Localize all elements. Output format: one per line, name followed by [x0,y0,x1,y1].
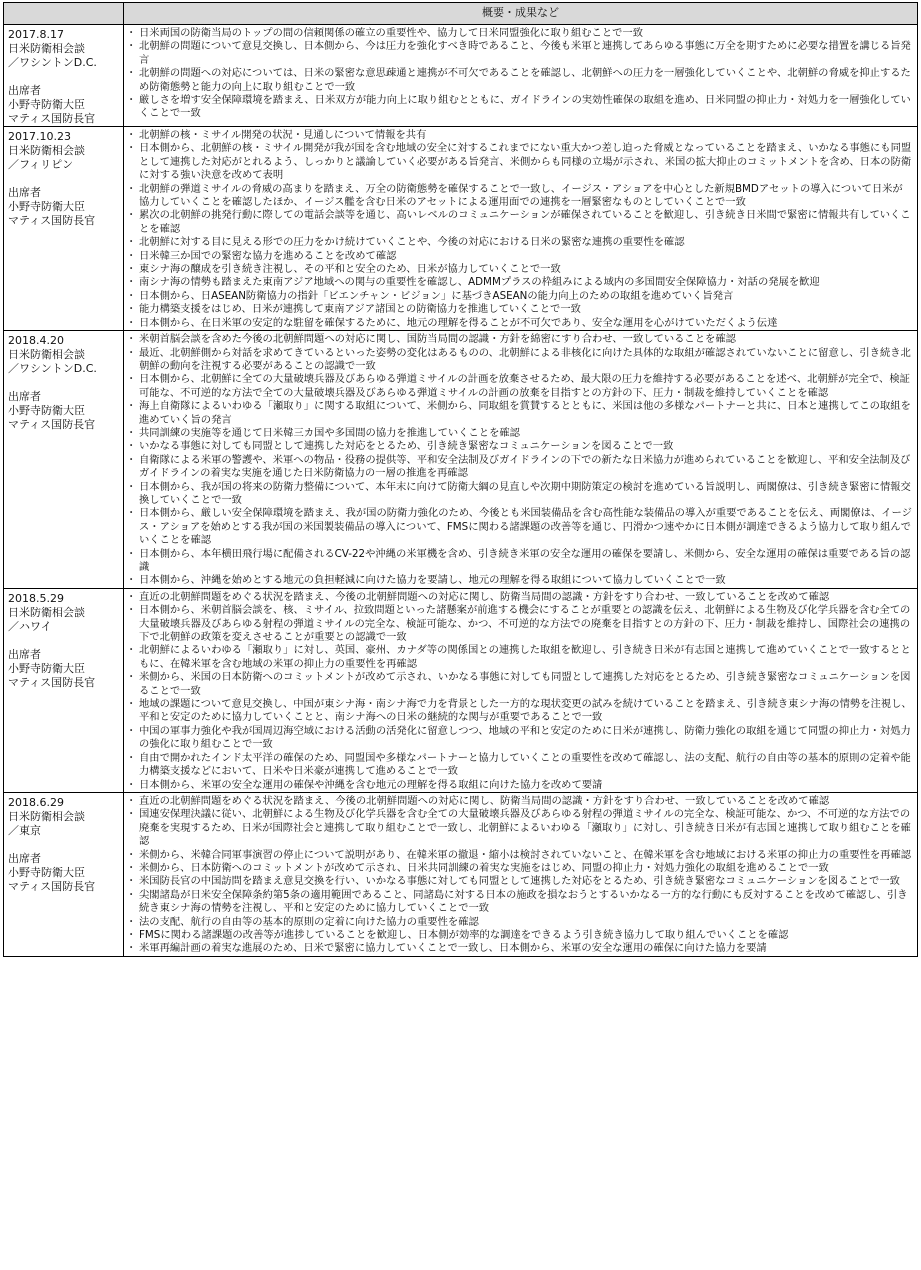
summary-item: ・ 海上自衛隊によるいわゆる「瀬取り」に関する取組について、米側から、同取組を賞賛するとともに、米国は他の多様なパートナーと共に、日本と連携してこの取組を進めていく旨の発言 [128,400,912,427]
summary-item: ・ 累次の北朝鮮の挑発行動に際しての電話会談等を通じ、高いレベルのコミュニケーションが確保されていることを歓迎し、引き続き日米間で緊密に情報共有していくことを確認 [128,209,912,236]
summary-item: ・ 日本側から、日ASEAN防衛協力の指針「ビエンチャン・ビジョン」に基づきASEANの能力向上のための取組を進めていく旨発言 [128,290,912,303]
summary-item: ・ 日本側から、米軍の安全な運用の確保や沖縄を含む地元の理解を得る取組に向けた協力を改めて要請 [128,779,912,792]
meeting-date: 2017.10.23 [8,130,71,143]
meeting-name: 日米防衛相会談 [8,809,85,823]
attendee-us: マティス国防長官 [8,112,96,125]
meeting-row [4,792,918,956]
summary-item: ・ 国連安保理決議に従い、北朝鮮による生物及び化学兵器を含む全ての大量破壊兵器及びあらゆる射程の弾道ミサイルの完全な、検証可能な、かつ、不可逆的な方法での廃棄を実現するため、日米が国際社会と連携して取り組むことで一致し、北朝鮮によるいわゆる「瀬取り」に対し、引き続き日米が有志国と連携して取り組むことを確認 [128,808,912,848]
summary-item: ・ 米側から、米韓合同軍事演習の停止について説明があり、在韓米軍の撤退・縮小は検討されていないこと、在韓米軍を含む地域における米軍の抑止力の重要性を再確認 [128,849,912,862]
summary-item: ・ 米側から、日本防衛へのコミットメントが改めて示され、日米共同訓練の着実な実施をはじめ、同盟の抑止力・対処力強化の取組を進めることで一致 [128,862,912,875]
summary-item: ・ 日本側から、我が国の将来の防衛力整備について、本年末に向けて防衛大綱の見直しや次期中期防策定の検討を進めている旨説明し、両閣僚は、引き続き緊密に情報交換していくことで一致 [128,481,912,508]
meeting-name: 日米防衛相会談 [8,348,85,362]
meeting-info-cell [4,792,124,956]
summary-item: ・ 北朝鮮に対する目に見える形での圧力をかけ続けていくことや、今後の対応における日米の緊密な連携の重要性を確認 [128,236,912,249]
attendee-us: マティス国防長官 [8,214,96,227]
attendee-japan: 小野寺防衛大臣 [8,98,85,111]
summary-item: ・ 米軍再編計画の着実な進展のため、日米で緊密に協力していくことで一致し、日本側から、米軍の安全な運用の確保に向けた協力を要請 [128,942,912,955]
attendee-japan: 小野寺防衛大臣 [8,661,85,675]
attendee-japan: 小野寺防衛大臣 [8,865,85,879]
spacer [8,838,120,852]
header-row [4,3,918,25]
summary-item: ・ 自衛隊による米軍の警護や、米軍への物品・役務の提供等、平和安全法制及びガイドラインの下での新たな日米協力が進められていることを歓迎し、平和安全法制及びガイドラインの着実な実施を通じた日米防衛協力の一層の推進を再確認 [128,454,912,481]
attendee-us: マティス国防長官 [8,879,96,893]
attendees-label: 出席者 [8,390,41,404]
summary-item: ・ FMSに関わる諸課題の改善等が進捗していることを歓迎し、日本側が効率的な調達をできるよう引き続き協力して取り組んでいくことを確認 [128,929,912,942]
summary-list [128,333,912,588]
summary-item: ・ 米側から、米国の日本防衛へのコミットメントが改めて示され、いかなる事態に対しても同盟として連携した対応をとるため、引き続き緊密なコミュニケーションを図ることで一致 [128,671,912,698]
summary-item: ・ 自由で開かれたインド太平洋の確保のため、同盟国や多様なパートナーと協力していくことの重要性を改めて確認し、法の支配、航行の自由等の基本的原則の定着や能力構築支援などにおいて、日米や日米豪が連携して進めることで一致 [128,752,912,779]
summary-item: ・ 日本側から、厳しい安全保障環境を踏まえ、我が国の防衛力強化のため、今後とも米国装備品を含む高性能な装備品の導入が重要であることを伝え、両閣僚は、イージス・アショアを始めとする我が国の米国製装備品の導入について、FMSに関わる諸課題の改善等を通じ、円滑かつ速やかに日本側が調達できるよう協力して取り組んでいくことを確認 [128,507,912,547]
summary-item: ・ 日本側から、北朝鮮の核・ミサイル開発が我が国を含む地域の安全に対するこれまでにない重大かつ差し迫った脅威となっていることを踏まえ、いかなる事態にも同盟として連携した対応がとれるよう、しっかりと議論していく必要がある旨発言、米側からも同様の立場が示され、米国の拡大抑止のコミットメントを含め、日本の防衛に対する強い決意を改めて表明 [128,142,912,182]
summary-item: ・ 北朝鮮によるいわゆる「瀬取り」に対し、英国、豪州、カナダ等の関係国との連携した取組を歓迎し、引き続き日米が有志国と連携して進めていくことで一致するとともに、在韓米軍を含む地域の米軍の抑止力の重要性を再確認 [128,644,912,671]
summary-item: ・ 共同訓練の実施等を通じて日米韓三カ国や多国間の協力を推進していくことを確認 [128,427,912,440]
spacer [8,376,120,390]
summary-item: ・ 厳しさを増す安全保障環境を踏まえ、日米双方が能力向上に取り組むとともに、ガイドラインの実効性確保の取組を進め、日米同盟の抑止力・対処力を一層強化していくことで一致 [128,94,912,121]
summary-cell [124,331,918,589]
summary-item: ・ 尖閣諸島が日米安全保障条約第5条の適用範囲であること、同諸島に対する日本の施政を損なおうとするいかなる一方的な行動にも反対することを改めて確認し、引き続き東シナ海の情勢を注視し、平和と安定のために協力していくことで一致 [128,889,912,916]
meetings-table [3,2,918,957]
summary-list [128,795,912,956]
spacer [8,634,120,648]
meeting-row [4,588,918,792]
attendees-label: 出席者 [8,84,41,97]
attendees-label: 出席者 [8,647,41,661]
meeting-place: ／ワシントンD.C. [8,362,97,376]
summary-cell [124,127,918,331]
summary-item: ・ 米国防長官の中国訪問を踏まえ意見交換を行い、いかなる事態に対しても同盟として連携した対応をとるため、引き続き緊密なコミュニケーションを図ることで一致 [128,875,912,888]
attendee-us: マティス国防長官 [8,675,96,689]
summary-item: ・ 日本側から、沖縄を始めとする地元の負担軽減に向けた協力を要請し、地元の理解を得る取組について協力していくことで一致 [128,574,912,587]
summary-item: ・ 北朝鮮の問題について意見交換し、日本側から、今は圧力を強化すべき時であること、今後も米軍と連携してあらゆる事態に万全を期すために必要な措置を講じる旨発言 [128,40,912,67]
meeting-date: 2017.8.17 [8,28,64,41]
meeting-name: 日米防衛相会談 [8,605,85,619]
meeting-row [4,127,918,331]
summary-item: ・ 地域の課題について意見交換し、中国が東シナ海・南シナ海で力を背景とした一方的な現状変更の試みを続けていることを踏まえ、引き続き東シナ海の情勢を注視し、平和と安定のために協力していくことと、南シナ海への日米の継続的な関与が重要であることで一致 [128,698,912,725]
attendees-label: 出席者 [8,851,41,865]
meeting-date: 2018.6.29 [8,795,64,809]
meeting-row [4,331,918,589]
summary-item: ・ 南シナ海の情勢も踏まえた東南アジア地域への関与の重要性を確認し、ADMMプラスの枠組みによる域内の多国間安全保障協力・対話の発展を歓迎 [128,276,912,289]
meeting-place: ／フィリピン [8,158,74,171]
attendees-label: 出席者 [8,186,41,199]
summary-item: ・ 中国の軍事力強化や我が国周辺海空域における活動の活発化に留意しつつ、地域の平和と安定のために日米が連携し、防衛力強化の取組を通じて同盟の抑止力・対処力の強化に取り組むことで一致 [128,725,912,752]
summary-item: ・ 能力構築支援をはじめ、日米が連携して東南アジア諸国との防衛協力を推進していくことで一致 [128,303,912,316]
summary-item: ・ 日本側から、北朝鮮に全ての大量破壊兵器及びあらゆる弾道ミサイルの計画を放棄させるため、最大限の圧力を維持する必要があることを述べ、北朝鮮が完全で、検証可能な、不可逆的な方法で全ての大量破壊兵器及びあらゆる弾道ミサイルの計画の放棄を目指すとの方針の下、圧力・制裁を維持していくことを確認 [128,373,912,400]
summary-item: ・ 日本側から、在日米軍の安定的な駐留を確保するために、地元の理解を得ることが不可欠であり、安全な運用を心がけていただくよう伝達 [128,317,912,330]
summary-item: ・ 北朝鮮の弾道ミサイルの脅威の高まりを踏まえ、万全の防衛態勢を確保することで一致し、イージス・アショアを中心とした新規BMDアセットの導入について日米が協力していくことを確認したほか、イージス艦を含む日米のアセットによる運用面での連携を一層緊密なものとしていくことで一致 [128,183,912,210]
meeting-place: ／ハワイ [8,619,52,633]
summary-item: ・ 日本側から、本年横田飛行場に配備されるCV-22や沖縄の米軍機を含め、引き続き米軍の安全な運用の確保を要請し、米側から、安全な運用の確保は重要である旨の認識 [128,548,912,575]
summary-item: ・ 直近の北朝鮮問題をめぐる状況を踏まえ、今後の北朝鮮問題への対応に関し、防衛当局間の認識・方針をすり合わせ、一致していることを改めて確認 [128,795,912,808]
summary-list [128,27,912,121]
meeting-date: 2018.4.20 [8,334,64,348]
summary-item: ・ いかなる事態に対しても同盟として連携した対応をとるため、引き続き緊密なコミュニケーションを図ることで一致 [128,440,912,453]
summary-list [128,591,912,792]
meeting-date: 2018.5.29 [8,591,64,605]
meeting-place: ／東京 [8,823,41,837]
meeting-place: ／ワシントンD.C. [8,56,97,69]
header-summary: 概要・成果など [124,3,918,25]
summary-list [128,129,912,330]
meeting-row [4,25,918,127]
spacer [8,172,120,186]
meeting-info-cell [4,331,124,589]
summary-item: ・ 最近、北朝鮮側から対話を求めてきているといった姿勢の変化はあるものの、北朝鮮による非核化に向けた具体的な取組が確認されていないことに留意し、引き続き北朝鮮の動向を注視する必要があることの認識で一致 [128,347,912,374]
summary-item: ・ 北朝鮮の問題への対応については、日米の緊密な意思疎通と連携が不可欠であることを確認し、北朝鮮への圧力を一層強化していくことや、北朝鮮の脅威を抑止するため防衛態勢と能力の向上に取り組むことで一致 [128,67,912,94]
header-blank [4,3,124,25]
summary-item: ・ 法の支配、航行の自由等の基本的原則の定着に向けた協力の重要性を確認 [128,916,912,929]
summary-item: ・ 日本側から、米朝首脳会談を、核、ミサイル、拉致問題といった諸懸案が前進する機会にすることが重要との認識を伝え、北朝鮮による生物及び化学兵器を含む全ての大量破壊兵器及びあらゆる射程の弾道ミサイルの完全な、検証可能な、かつ、不可逆的な方法での廃棄を目指すとの方針の下、圧力・制裁を維持し、国際社会の連携の下で北朝鮮の政策を変えさせることが重要との認識で一致 [128,604,912,644]
attendee-japan: 小野寺防衛大臣 [8,404,85,418]
attendee-us: マティス国防長官 [8,418,96,432]
meeting-name: 日米防衛相会談 [8,42,85,55]
summary-item: ・ 日米両国の防衛当局のトップの間の信頼関係の確立の重要性や、協力して日米同盟強化に取り組むことで一致 [128,27,912,40]
meeting-info-cell [4,127,124,331]
summary-item: ・ 米朝首脳会談を含めた今後の北朝鮮問題への対応に関し、国防当局間の認識・方針を綿密にすり合わせ、一致していることを確認 [128,333,912,346]
attendee-japan: 小野寺防衛大臣 [8,200,85,213]
summary-item: ・ 北朝鮮の核・ミサイル開発の状況・見通しについて情報を共有 [128,129,912,142]
summary-cell [124,25,918,127]
summary-cell [124,792,918,956]
meeting-name: 日米防衛相会談 [8,144,85,157]
summary-item: ・ 直近の北朝鮮問題をめぐる状況を踏まえ、今後の北朝鮮問題への対応に関し、防衛当局間の認識・方針をすり合わせ、一致していることを改めて確認 [128,591,912,604]
spacer [8,70,120,84]
meeting-info-cell [4,588,124,792]
summary-cell [124,588,918,792]
meeting-info-cell [4,25,124,127]
summary-item: ・ 日米韓三か国での緊密な協力を進めることを改めて確認 [128,250,912,263]
summary-item: ・ 東シナ海の醸成を引き続き注視し、その平和と安全のため、日米が協力していくことで一致 [128,263,912,276]
